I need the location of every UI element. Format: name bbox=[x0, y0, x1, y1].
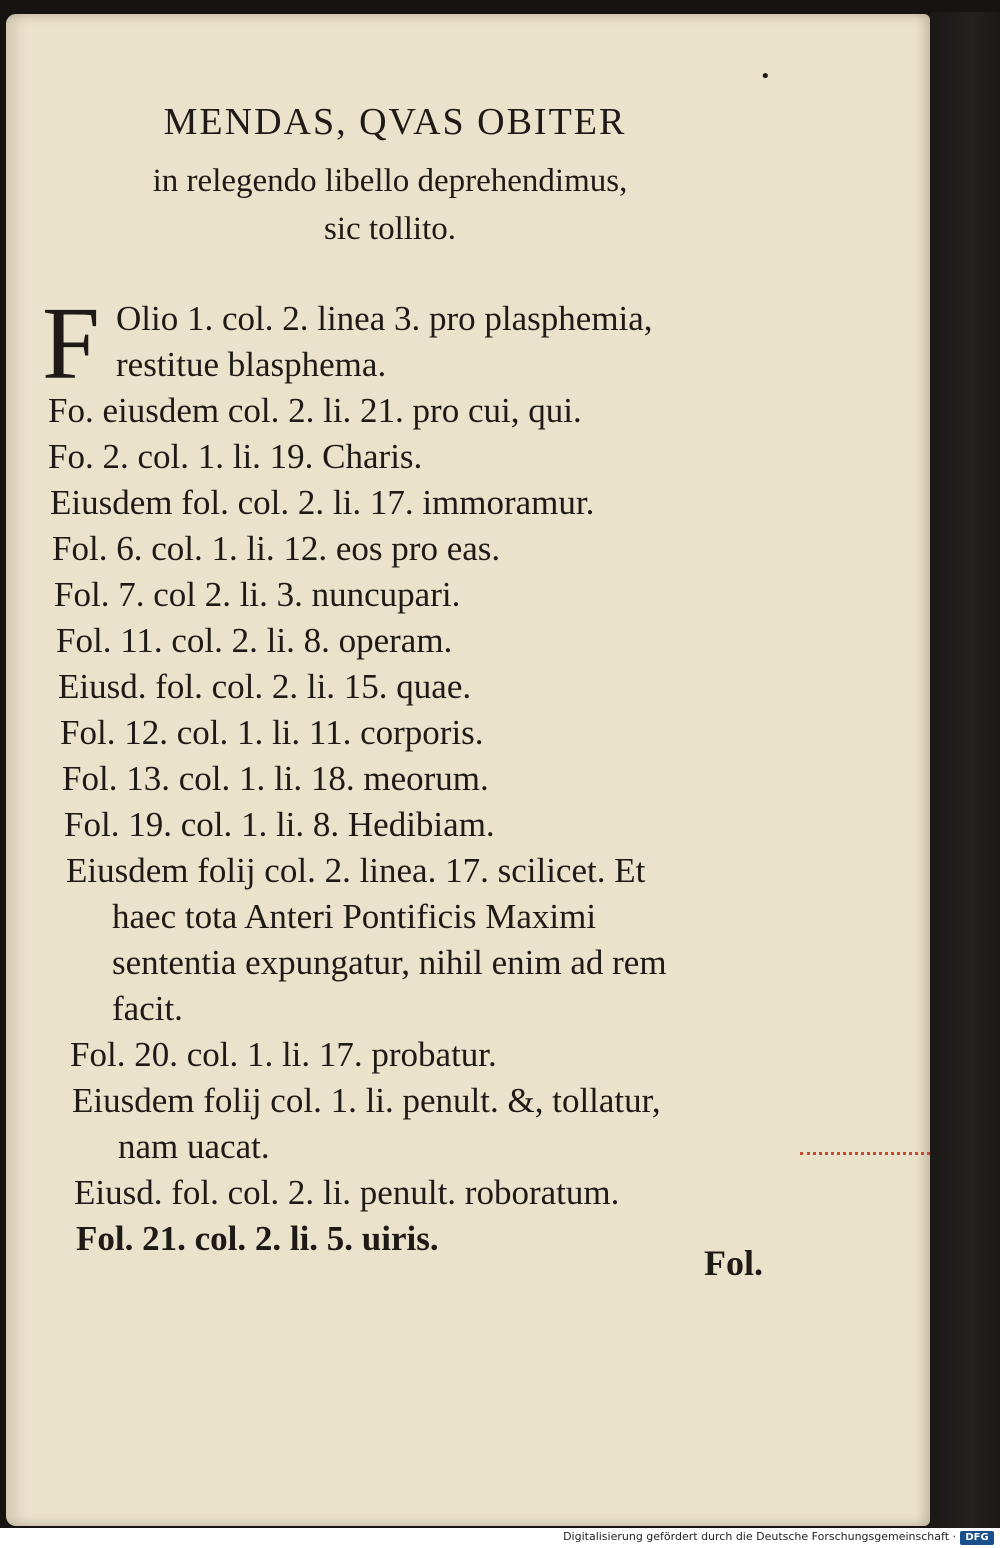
errata-entry: Fol. 21. col. 2. li. 5. uiris. bbox=[76, 1219, 439, 1258]
errata-entry: Fol. 11. col. 2. li. 8. operam. bbox=[56, 621, 453, 660]
errata-entry: Fol. 20. col. 1. li. 17. probatur. bbox=[70, 1035, 497, 1074]
errata-entry: Fo. 2. col. 1. li. 19. Charis. bbox=[48, 437, 423, 476]
errata-entry: Eiusdem fol. col. 2. li. 17. immoramur. bbox=[50, 483, 595, 522]
errata-entry: Eiusd. fol. col. 2. li. penult. roboratum. bbox=[74, 1173, 620, 1212]
footer-credit: Digitalisierung gefördert durch die Deutsche Forschungsgemeinschaft · bbox=[563, 1530, 956, 1543]
catchword: Fol. bbox=[704, 1243, 763, 1283]
errata-entry: Eiusdem folij col. 2. linea. 17. scilicet. Et bbox=[66, 851, 646, 890]
errata-entry: haec tota Anteri Pontificis Maximi bbox=[112, 897, 597, 936]
errata-entry: Fol. 12. col. 1. li. 11. corporis. bbox=[60, 713, 484, 752]
errata-subheading-line-1: in relegendo libello deprehendimus, bbox=[152, 163, 628, 199]
book-page-edge bbox=[930, 12, 1000, 1528]
footer-bar bbox=[0, 1528, 1000, 1548]
errata-entry: Fol. 19. col. 1. li. 8. Hedibiam. bbox=[64, 805, 495, 844]
errata-entry: Fol. 7. col 2. li. 3. nuncupari. bbox=[54, 575, 461, 614]
errata-entry: facit. bbox=[112, 989, 183, 1028]
errata-entry: Eiusd. fol. col. 2. li. 15. quae. bbox=[58, 667, 472, 706]
errata-entry: Fol. 6. col. 1. li. 12. eos pro eas. bbox=[52, 529, 501, 568]
errata-entry: Eiusdem folij col. 1. li. penult. &, tollatur, bbox=[72, 1081, 661, 1120]
errata-heading: MENDAS, QVAS OBITER bbox=[163, 101, 627, 143]
edge-dotted-mark bbox=[800, 1152, 930, 1157]
errata-entry: Olio 1. col. 2. linea 3. pro plasphemia, bbox=[116, 299, 653, 338]
errata-entry: nam uacat. bbox=[118, 1127, 270, 1166]
errata-entry: Fol. 13. col. 1. li. 18. meorum. bbox=[62, 759, 489, 798]
errata-entry: Fo. eiusdem col. 2. li. 21. pro cui, qui. bbox=[48, 391, 582, 430]
drop-capital: F bbox=[42, 286, 100, 401]
page-mark-dot: • bbox=[760, 66, 771, 87]
errata-subheading-line-2: sic tollito. bbox=[324, 211, 456, 247]
errata-entry: restitue blasphema. bbox=[116, 345, 387, 384]
dfg-logo: DFG bbox=[960, 1531, 994, 1545]
errata-entry: sententia expungatur, nihil enim ad rem bbox=[112, 943, 667, 982]
